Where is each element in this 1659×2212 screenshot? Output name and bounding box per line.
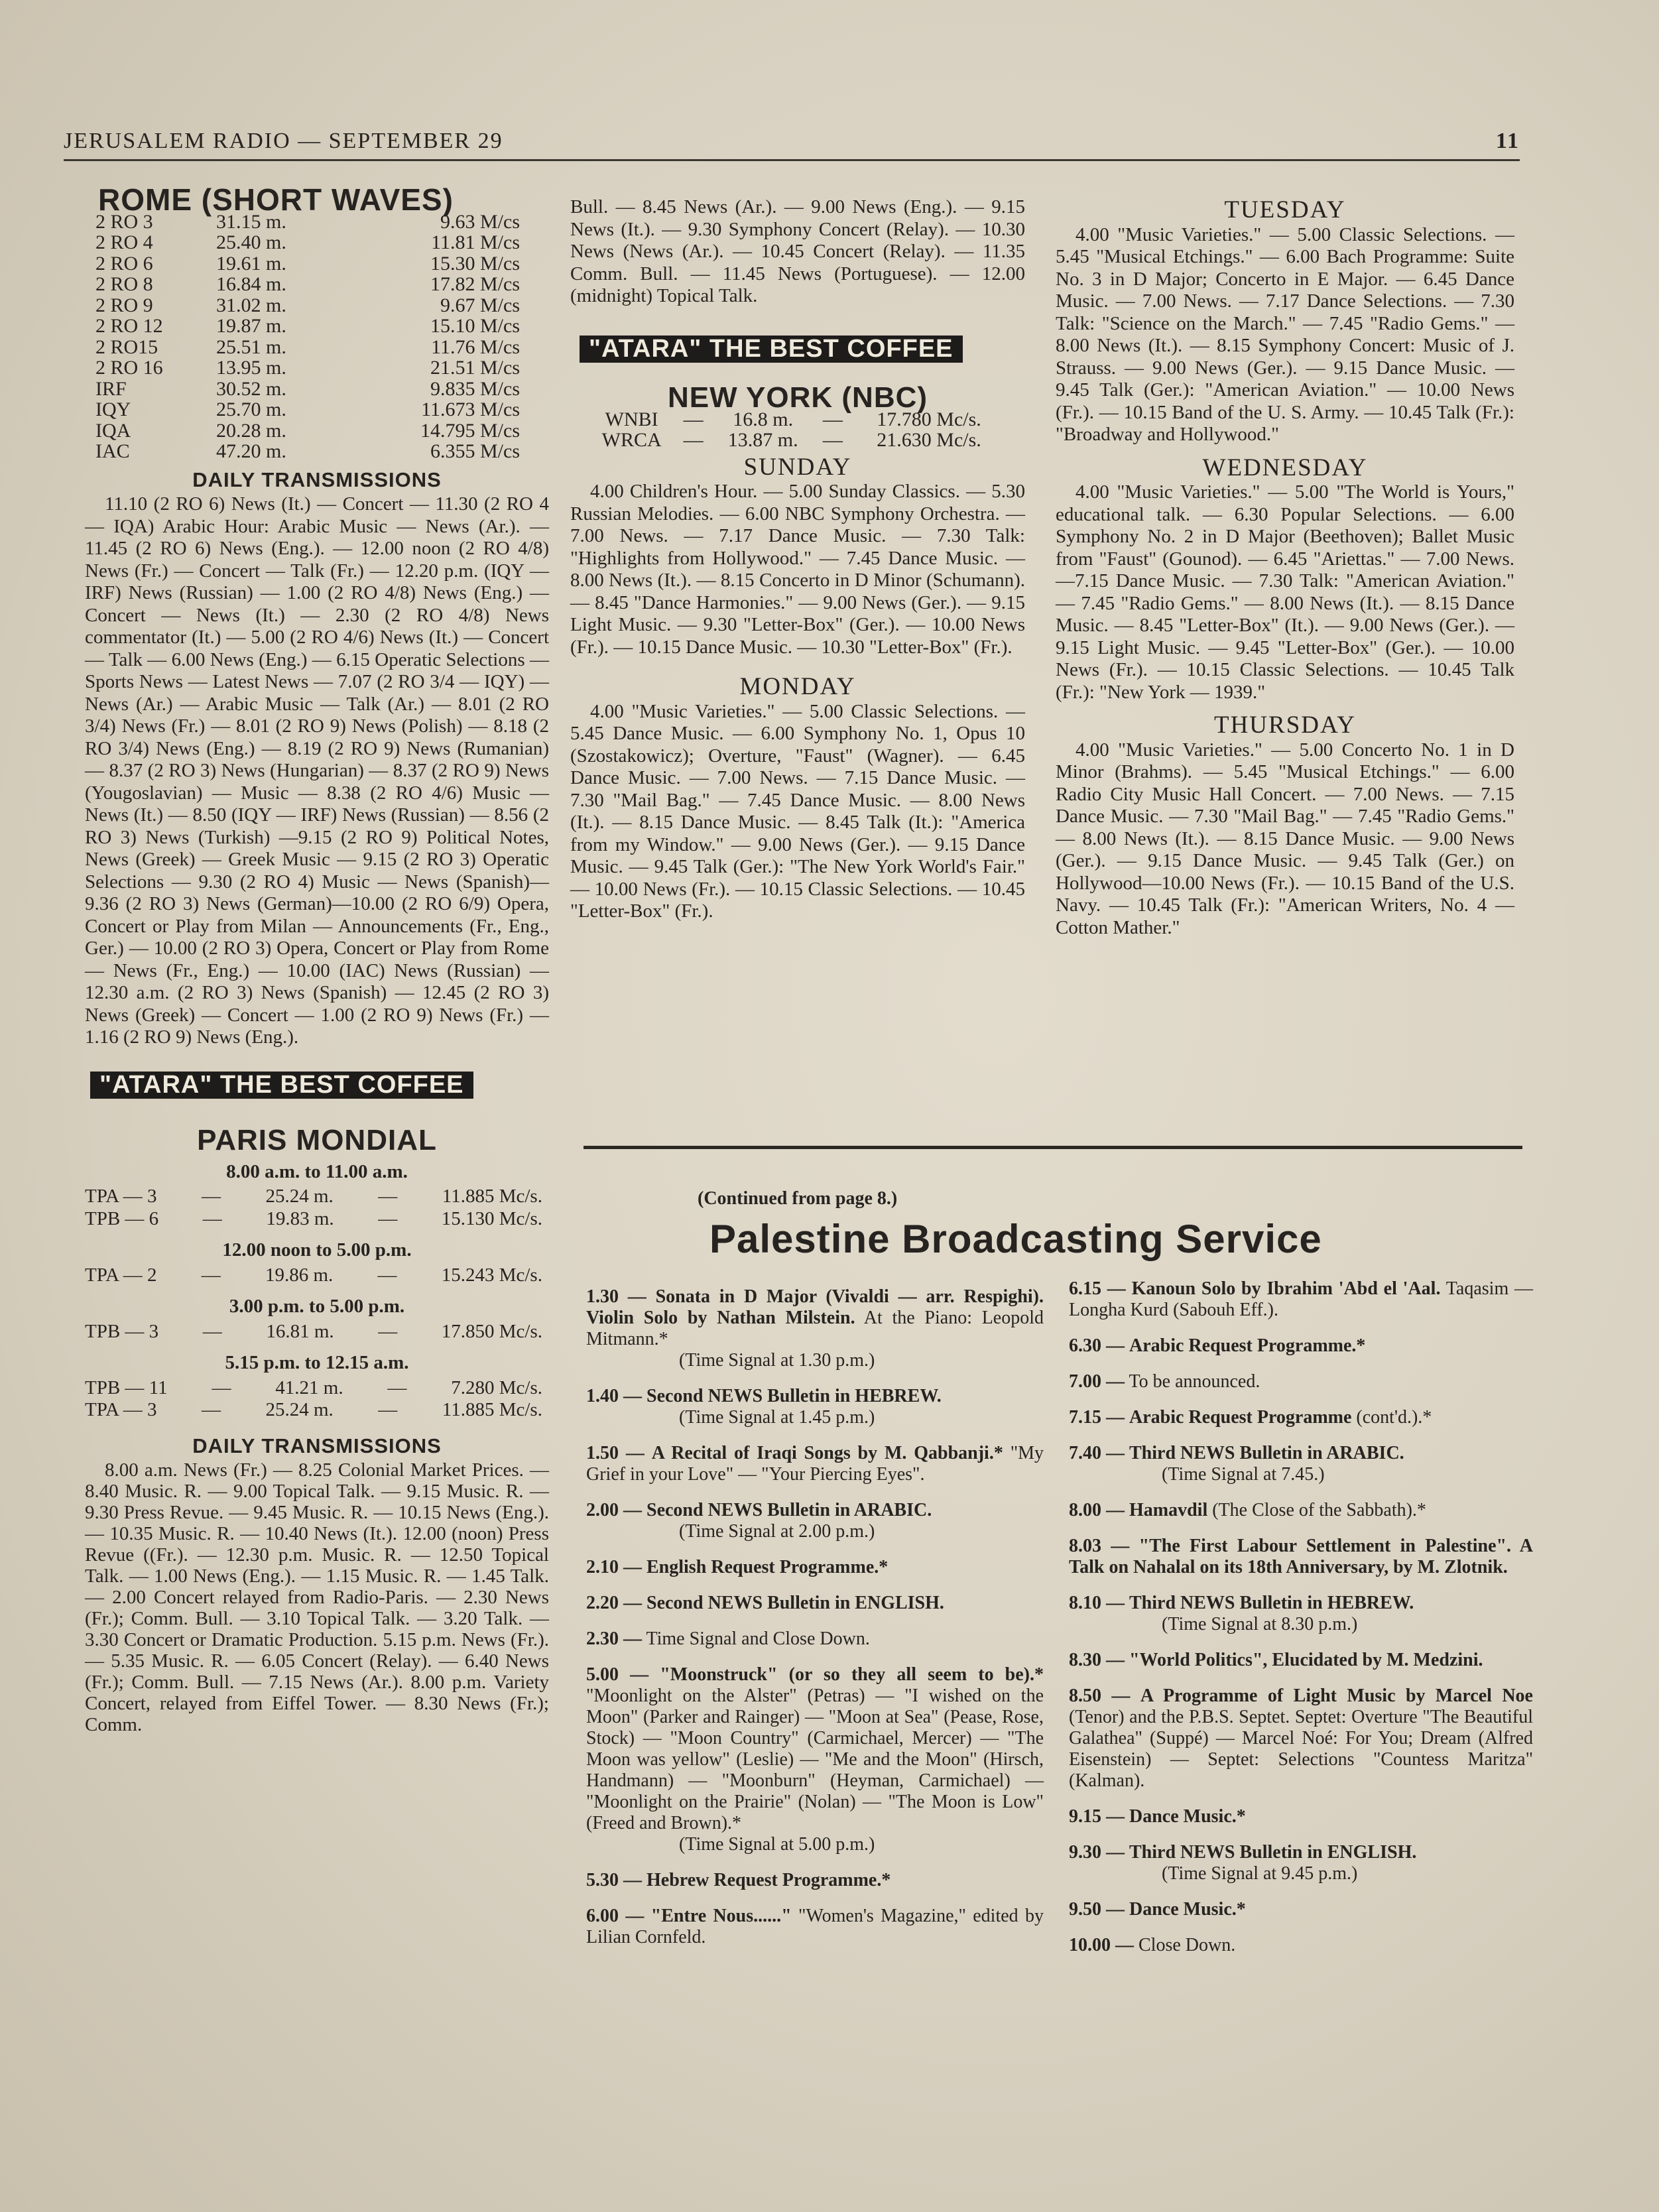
programme-time: 5.00 —	[586, 1664, 649, 1685]
station-call-sign: TPA — 3	[85, 1186, 157, 1207]
programme-detail: "Women's Magazine," edited by Lilian Cornfeld.	[586, 1906, 1044, 1947]
programme-title: Dance Music.*	[1129, 1899, 1246, 1920]
programme-title: Dance Music.*	[1129, 1806, 1246, 1827]
programme-entry	[586, 1906, 1044, 1948]
station-wavelength: 25.70 m.	[216, 399, 286, 420]
programme-time: 1.40 —	[586, 1386, 642, 1406]
programme-entry	[1069, 1842, 1533, 1884]
programme-time: 8.30 —	[1069, 1650, 1125, 1670]
wednesday-text: 4.00 "Music Varieties." — 5.00 "The World is Yours," educational talk. — 6.30 Popular Selections. — 6.00 Symphony No. 2 in D Major (Beethoven); Ballet Music from "Faust" (Gounod). — 6.45 "Ariettas." — 7.00 News. —7.15 Dance Music. — 7.30 Talk: "American Aviation." — 7.45 "Radio Gems." — 8.00 News (It.). — 8.15 Dance Music. — 8.45 "Letter-Box" (It.). — 9.00 News (Ger.). — 9.15 Light Music. — 9.45 "Letter-Box" (Ger.). — 10.00 News (Fr.). — 10.15 Classic Selections. — 10.45 Talk (Fr.): "New York — 1939."	[1056, 481, 1514, 703]
dash-separator: —	[683, 408, 704, 430]
dash-separator: —	[378, 1207, 398, 1229]
programme-time: 1.50 —	[586, 1443, 645, 1463]
station-wavelength: 25.40 m.	[216, 231, 286, 253]
station-wavelength: 13.95 m.	[216, 357, 286, 379]
monday-title: MONDAY	[739, 673, 856, 700]
station-wavelength: 30.52 m.	[216, 377, 286, 400]
programme-title: Sonata in D Major (Vivaldi — arr. Respighi). Violin Solo by Nathan Milstein.	[586, 1286, 1044, 1328]
dash-separator: —	[202, 1207, 222, 1229]
station-frequency: 9.835 M/cs	[430, 377, 520, 400]
station-frequency: 14.795 M/cs	[420, 419, 520, 442]
station-frequency: 9.67 M/cs	[440, 294, 520, 316]
station-frequency: 15.10 M/cs	[430, 315, 520, 337]
pbs-right-column	[1069, 1278, 1533, 1971]
paris-station-row	[85, 1399, 542, 1422]
paris-station-row	[85, 1186, 542, 1208]
rome-station-row	[95, 253, 520, 275]
paris-time-window: 3.00 p.m. to 5.00 p.m.	[229, 1296, 405, 1317]
programme-title: Second NEWS Bulletin in HEBREW.	[646, 1386, 942, 1406]
programme-time: 2.00 —	[586, 1500, 642, 1520]
programme-detail: Time Signal and Close Down.	[646, 1628, 870, 1649]
time-signal-note: (Time Signal at 7.45.)	[1162, 1464, 1325, 1485]
rome-daily-title: DAILY TRANSMISSIONS	[192, 467, 442, 491]
programme-time: 7.00 —	[1069, 1371, 1125, 1392]
programme-title: Arabic Request Programme.*	[1129, 1335, 1366, 1356]
station-frequency: 17.780 Mc/s.	[877, 408, 981, 430]
station-frequency: 15.243 Mc/s.	[441, 1264, 542, 1286]
sunday-title: SUNDAY	[743, 453, 852, 481]
programme-entry	[586, 1628, 1044, 1650]
tuesday-title: TUESDAY	[1224, 196, 1346, 223]
station-wavelength: 16.84 m.	[216, 273, 286, 295]
dash-separator: —	[378, 1320, 398, 1342]
station-wavelength: 16.81 m.	[266, 1320, 334, 1342]
programme-entry	[1069, 1371, 1533, 1392]
station-wavelength: 19.87 m.	[216, 315, 286, 337]
rome-title: ROME (SHORT WAVES)	[98, 182, 454, 217]
programme-entry	[1069, 1650, 1533, 1671]
monday-text: 4.00 "Music Varieties." — 5.00 Classic Selections. — 5.45 Dance Music. — 6.00 Symphony No. 1, Opus 10 (Szostakowicz); Overture, "Faust" (Wagner). — 6.45 Dance Music. — 7.00 News. — 7.15 Dance Music. — 7.30 "Mail Bag." — 7.45 Dance Music. — 8.00 News (It.). — 8.15 Dance Music. — 8.45 Talk (It.): "America from my Window." — 9.00 News (Ger.). — 9.15 Dance Music. — 9.45 Talk (Ger.): "The New York World's Fair." — 10.00 News (Fr.). — 10.15 Classic Selections. — 10.45 "Letter-Box" (Fr.).	[570, 700, 1025, 922]
programme-title: Hebrew Request Programme.*	[646, 1870, 891, 1890]
pbs-continued-note: (Continued from page 8.)	[698, 1188, 898, 1209]
rome-station-row	[95, 337, 520, 358]
station-frequency: 11.673 M/cs	[421, 399, 520, 420]
station-wavelength: 16.8 m.	[733, 408, 794, 430]
programme-time: 8.00 —	[1069, 1500, 1125, 1520]
station-call-sign: 2 RO 6	[95, 252, 153, 275]
station-frequency: 7.280 Mc/s.	[451, 1377, 542, 1398]
dash-separator: —	[683, 429, 704, 451]
paris-schedule	[85, 1161, 549, 1422]
paris-title: PARIS MONDIAL	[197, 1124, 437, 1156]
programme-title: "The First Labour Settlement in Palestine". A Talk on Nahalal on its 18th Anniversary, by M. Zlotnik.	[1069, 1536, 1533, 1577]
station-call-sign: TPB — 6	[85, 1207, 159, 1229]
time-signal-note: (Time Signal at 8.30 p.m.)	[1162, 1614, 1358, 1634]
wednesday-title: WEDNESDAY	[1202, 454, 1368, 481]
programme-time: 6.15 —	[1069, 1278, 1126, 1299]
programme-entry	[586, 1557, 1044, 1578]
right-column	[1056, 194, 1514, 939]
programme-entry	[1069, 1278, 1533, 1321]
programme-time: 8.50 —	[1069, 1686, 1131, 1706]
atara-ad-left: "ATARA" THE BEST COFFEE	[90, 1072, 473, 1099]
station-call-sign: TPB — 3	[85, 1320, 159, 1342]
programme-title: Kanoun Solo by Ibrahim 'Abd el 'Aal.	[1131, 1278, 1441, 1299]
programme-time: 5.30 —	[586, 1870, 642, 1890]
paris-station-row	[85, 1377, 542, 1400]
programme-title: Second NEWS Bulletin in ARABIC.	[646, 1500, 932, 1520]
station-call-sign: WNBI	[605, 408, 658, 430]
station-wavelength: 13.87 m.	[727, 429, 798, 451]
station-call-sign: 2 RO 3	[95, 210, 153, 233]
paris-daily-text: 8.00 a.m. News (Fr.) — 8.25 Colonial Market Prices. — 8.40 Music. R. — 9.00 Topical Talk. — 9.15 Music. R. — 9.30 Press Revue. — 9.45 Music. R. — 10.15 News (Eng.). — 10.35 Music. R. — 10.40 News (It.). 12.00 (noon) Press Revue ((Fr.). — 12.30 p.m. Music. R. — 12.50 Topical Talk. — 1.00 News (Eng.). — 1.15 Music. R. — 1.45 Talk. — 2.00 Concert relayed from Radio-Paris. — 2.30 News (Fr.); Comm. Bull. — 3.10 Topical Talk. — 3.20 Talk. — 3.30 Concert or Dramatic Production. 5.15 p.m. News (Fr.). — 5.35 Music. R. — 6.05 Concert (Relay). — 6.40 News (Fr.); Comm. Bull. — 7.15 News (Ar.). 8.00 p.m. Variety Concert, relayed from Eiffel Tower. — 8.30 News (Fr.); Comm.	[85, 1459, 549, 1735]
time-signal-note: (Time Signal at 5.00 p.m.)	[679, 1834, 875, 1855]
rome-station-row	[95, 420, 520, 442]
station-wavelength: 25.51 m.	[216, 336, 286, 358]
programme-time: 2.10 —	[586, 1557, 642, 1577]
station-call-sign: TPA — 3	[85, 1399, 157, 1420]
pbs-left-column	[586, 1286, 1044, 1963]
page-header	[64, 126, 1520, 161]
programme-time: 8.03 —	[1069, 1536, 1130, 1556]
dash-separator: —	[201, 1264, 221, 1286]
programme-entry	[1069, 1443, 1533, 1485]
programme-entry	[1069, 1407, 1533, 1428]
station-frequency: 11.885 Mc/s.	[442, 1399, 542, 1420]
programme-time: 7.40 —	[1069, 1443, 1125, 1463]
rome-station-row	[95, 379, 520, 400]
left-column	[85, 182, 549, 1735]
dash-separator: —	[378, 1186, 398, 1207]
programme-detail: Close Down.	[1138, 1935, 1236, 1955]
programme-title: English Request Programme.*	[646, 1557, 889, 1577]
programme-title: Third NEWS Bulletin in ENGLISH.	[1129, 1842, 1417, 1863]
station-frequency: 17.850 Mc/s.	[441, 1320, 542, 1342]
programme-time: 2.20 —	[586, 1593, 642, 1613]
programme-time: 9.15 —	[1069, 1806, 1125, 1827]
programme-detail: Taqasim — Longha Kurd (Sabouh Eff.).	[1069, 1278, 1534, 1320]
station-call-sign: IAC	[95, 440, 130, 462]
paris-station-row	[85, 1264, 542, 1287]
programme-title: Arabic Request Programme	[1129, 1407, 1352, 1428]
programme-entry	[1069, 1593, 1533, 1635]
time-signal-note: (Time Signal at 2.00 p.m.)	[679, 1521, 875, 1542]
thursday-title: THURSDAY	[1213, 711, 1357, 739]
dash-separator: —	[202, 1399, 221, 1420]
station-frequency: 17.82 M/cs	[430, 273, 520, 295]
programme-time: 9.50 —	[1069, 1899, 1125, 1920]
rome-station-row	[95, 441, 520, 462]
station-call-sign: 2 RO 8	[95, 273, 153, 295]
station-call-sign: IQA	[95, 419, 131, 442]
station-frequency: 15.30 M/cs	[430, 252, 520, 275]
rome-station-row	[95, 295, 520, 316]
programme-entry	[1069, 1536, 1533, 1578]
page-number: 11	[1495, 129, 1520, 153]
middle-column	[570, 196, 1025, 923]
rome-station-row	[95, 357, 520, 379]
station-wavelength: 31.15 m.	[216, 210, 286, 233]
programme-detail: "Moonlight on the Alster" (Petras) — "I wished on the Moon" (Parker and Rainger) — "Moon at Sea" (Pease, Rose, Stock) — "Moon Country" (Carmichael, Mercer) — "The Moon was yellow" (Leslie) — "Me and the Moon" (Hirsch, Handmann) — "Moonburn" (Heyman, Carmichael) — "Moonlight on the Prairie" (Nolan) — "The Moon is Low" (Freed and Brown).*	[586, 1686, 1044, 1833]
station-frequency: 11.81 M/cs	[431, 231, 520, 253]
station-call-sign: TPB — 11	[85, 1377, 168, 1398]
station-frequency: 15.130 Mc/s.	[441, 1207, 542, 1229]
programme-detail: At the Piano: Leopold Mitmann.*	[586, 1308, 1044, 1349]
dash-separator: —	[212, 1377, 231, 1398]
station-wavelength: 19.86 m.	[265, 1264, 334, 1286]
programme-time: 1.30 —	[586, 1286, 646, 1307]
dash-separator: —	[378, 1399, 398, 1420]
section-divider	[584, 1146, 1522, 1149]
atara-ad-middle: "ATARA" THE BEST COFFEE	[580, 336, 963, 363]
programme-time: 8.10 —	[1069, 1593, 1125, 1613]
station-call-sign: 2 RO15	[95, 336, 158, 358]
time-signal-note: (Time Signal at 1.45 p.m.)	[679, 1407, 875, 1428]
time-signal-note: (Time Signal at 9.45 p.m.)	[1162, 1863, 1358, 1884]
station-call-sign: 2 RO 12	[95, 315, 163, 337]
dash-separator: —	[822, 429, 843, 451]
programme-time: 10.00 —	[1069, 1935, 1134, 1955]
programme-title: "World Politics", Elucidated by M. Medzini.	[1129, 1650, 1483, 1670]
rome-station-row	[95, 316, 520, 337]
paris-station-row	[85, 1321, 542, 1343]
station-call-sign: WRCA	[601, 429, 662, 451]
programme-detail: "My Grief in your Love" — "Your Piercing Eyes".	[586, 1443, 1044, 1485]
paris-time-window: 12.00 noon to 5.00 p.m.	[222, 1239, 412, 1260]
station-wavelength: 41.21 m.	[275, 1377, 343, 1398]
tuesday-text: 4.00 "Music Varieties." — 5.00 Classic Selections. — 5.45 "Musical Etchings." — 6.00 Bach Programme: Suite No. 3 in D Major; Concerto in E Major. — 6.45 Dance Music. — 7.00 News. — 7.17 Dance Selections. — 7.30 Talk: "Science on the March." — 7.45 "Radio Gems." — 8.00 News (It.). — 8.15 Symphony Concert: Music of J. Strauss. — 9.00 News (Ger.). — 9.15 Dance Music. — 9.45 Talk (Ger.): "American Aviation." — 10.00 News (Fr.). — 10.15 Band of the U. S. Army. — 10.45 Talk (Fr.): "Broadway and Hollywood."	[1056, 223, 1514, 445]
programme-entry	[1069, 1899, 1533, 1920]
programme-detail: (cont'd.).*	[1356, 1407, 1432, 1428]
programme-time: 6.00 —	[586, 1906, 645, 1926]
rome-frequency-table	[95, 212, 520, 462]
time-signal-note: (Time Signal at 1.30 p.m.)	[679, 1350, 875, 1371]
programme-entry	[586, 1593, 1044, 1614]
station-call-sign: 2 RO 9	[95, 294, 153, 316]
paris-time-window: 5.15 p.m. to 12.15 a.m.	[225, 1352, 409, 1373]
station-frequency: 11.885 Mc/s.	[442, 1186, 542, 1207]
paris-time-window: 8.00 a.m. to 11.00 a.m.	[226, 1160, 408, 1182]
station-call-sign: 2 RO 16	[95, 357, 163, 379]
programme-title: A Recital of Iraqi Songs by M. Qabbanji.*	[651, 1443, 1003, 1463]
thursday-text: 4.00 "Music Varieties." — 5.00 Concerto No. 1 in D Minor (Brahms). — 5.45 "Musical Etchings." — 6.00 Radio City Music Hall Concert. — 7.00 News. — 7.15 Dance Music. — 7.30 "Mail Bag." — 7.45 "Radio Gems." — 8.00 News (It.). — 8.15 Dance Music. — 9.00 News (Ger.). — 9.15 Dance Music. — 9.45 Talk (Ger.) on Hollywood—10.00 News (Fr.). — 10.15 Band of the U.S. Navy. — 10.45 Talk (Fr.): "American Writers, No. 4 — Cotton Mather."	[1056, 739, 1514, 938]
station-wavelength: 31.02 m.	[216, 294, 286, 316]
dash-separator: —	[202, 1320, 222, 1342]
new-york-frequency-table	[585, 409, 1010, 451]
new-york-title: NEW YORK (NBC)	[667, 381, 928, 414]
programme-entry	[586, 1286, 1044, 1371]
sunday-text: 4.00 Children's Hour. — 5.00 Sunday Classics. — 5.30 Russian Melodies. — 6.00 NBC Symphony Orchestra. — 7.00 News. — 7.17 Dance Music. — 7.30 Talk: "Highlights from Hollywood." — 7.45 Dance Music. — 8.00 News (It.). — 8.15 Concerto in D Minor (Schumann). — 8.45 "Dance Harmonies." — 9.00 News (Ger.). — 9.15 Light Music. — 9.30 "Letter-Box" (Ger.). — 10.00 News (Fr.). — 10.15 Dance Music. — 10.30 "Letter-Box" (Fr.).	[570, 481, 1025, 658]
station-call-sign: TPA — 2	[85, 1264, 157, 1286]
dash-separator: —	[202, 1186, 221, 1207]
rome-continued-text: Bull. — 8.45 News (Ar.). — 9.00 News (Eng.). — 9.15 News (It.). — 9.30 Symphony Concert (Relay). — 10.30 News (News (Ar.). — 10.45 Concert (Relay). — 11.35 Comm. Bull. — 11.45 News (Portuguese). — 12.00 (midnight) Topical Talk.	[570, 196, 1025, 306]
station-frequency: 9.63 M/cs	[440, 210, 520, 233]
programme-title: Hamavdil	[1129, 1500, 1208, 1520]
programme-time: 7.15 —	[1069, 1407, 1125, 1428]
station-frequency: 21.630 Mc/s.	[877, 429, 981, 451]
programme-time: 2.30 —	[586, 1628, 642, 1649]
programme-entry	[1069, 1806, 1533, 1827]
station-frequency: 21.51 M/cs	[430, 357, 520, 379]
paris-station-row	[85, 1208, 542, 1231]
programme-title: A Programme of Light Music by Marcel Noe	[1140, 1686, 1533, 1706]
programme-title: "Moonstruck" (or so they all seem to be).*	[660, 1664, 1044, 1685]
programme-title: Third NEWS Bulletin in HEBREW.	[1129, 1593, 1414, 1613]
station-wavelength: 19.83 m.	[266, 1207, 334, 1229]
programme-time: 9.30 —	[1069, 1842, 1125, 1863]
station-call-sign: IQY	[95, 399, 131, 420]
programme-title: Second NEWS Bulletin in ENGLISH.	[646, 1593, 944, 1613]
station-wavelength: 47.20 m.	[216, 440, 286, 462]
programme-detail: To be announced.	[1129, 1371, 1260, 1392]
rome-station-row	[95, 399, 520, 420]
station-call-sign: 2 RO 4	[95, 231, 153, 253]
rome-station-row	[95, 274, 520, 295]
programme-entry	[1069, 1335, 1533, 1357]
dash-separator: —	[822, 408, 843, 430]
programme-entry	[1069, 1935, 1533, 1956]
programme-detail: (The Close of the Sabbath).*	[1212, 1500, 1426, 1520]
rome-daily-text: 11.10 (2 RO 6) News (It.) — Concert — 11.30 (2 RO 4 — IQA) Arabic Hour: Arabic Music — News (Ar.). — 11.45 (2 RO 6) News (Eng.). — 12.00 noon (2 RO 4/8) News (Fr.) — Concert — Talk (Fr.) — 12.20 p.m. (IQY — IRF) News (Russian) — 1.00 (2 RO 4/8) News (Eng.) — Concert — News (It.) — 2.30 (2 RO 4/8) News commentator (It.) — 5.00 (2 RO 4/6) News (It.) — Concert — Talk — 6.00 News (Eng.) — 6.15 Operatic Selections — Sports News — Latest News — 7.07 (2 RO 3/4 — IQY) — News (Ar.) — Arabic Music — Talk (Ar.) — 8.01 (2 RO 3/4) News (Fr.) — 8.01 (2 RO 9) News (Polish) — 8.18 (2 RO 3/4) News (Eng.) — 8.19 (2 RO 9) News (Rumanian) — 8.37 (2 RO 3) News (Hungarian) — 8.37 (2 RO 9) News (Yougoslavian) — Music — 8.38 (2 RO 4/6) Music — News (It.) — 8.50 (IQY — IRF) News (Russian) — 8.56 (2 RO 3) News (Turkish) —9.15 (2 RO 9) Political Notes, News (Greek) — Greek Music — 9.15 (2 RO 3) Operatic Selections — 9.30 (2 RO 4) Music — News (Spanish)—9.36 (2 RO 3) News (German)—10.00 (2 RO 6/9) Opera, Concert or Play from Milan — Announcements (Fr., Eng., Ger.) — 10.00 (2 RO 3) Opera, Concert or Play from Rome — News (Fr., Eng.) — 10.00 (IAC) News (Russian) — 12.30 a.m. (2 RO 3) News (Spanish) — 12.45 (2 RO 3) News (Greek) — Concert — 1.00 (2 RO 9) News (Fr.) — 1.16 (2 RO 9) News (Eng.).	[85, 493, 549, 1048]
programme-entry	[586, 1500, 1044, 1542]
programme-detail: (Tenor) and the P.B.S. Septet. Septet: Overture "The Beautiful Galathea" (Suppé) — Marcel Noé: For You; Dream (Alfred Eisenstein) — Septet: Selections "Countess Maritza" (Kalman).	[1069, 1707, 1533, 1791]
programme-entry	[1069, 1686, 1533, 1792]
station-wavelength: 25.24 m.	[265, 1399, 334, 1420]
programme-entry	[586, 1443, 1044, 1485]
ny-station-row	[585, 430, 1010, 451]
dash-separator: —	[387, 1377, 407, 1398]
station-wavelength: 19.61 m.	[216, 252, 286, 275]
station-call-sign: IRF	[95, 377, 127, 400]
station-wavelength: 20.28 m.	[216, 419, 286, 442]
programme-title: "Entre Nous......"	[650, 1906, 792, 1926]
programme-title: Third NEWS Bulletin in ARABIC.	[1129, 1443, 1404, 1463]
station-frequency: 11.76 M/cs	[431, 336, 520, 358]
station-frequency: 6.355 M/cs	[430, 440, 520, 462]
programme-entry	[586, 1664, 1044, 1855]
programme-entry	[586, 1870, 1044, 1891]
programme-entry	[1069, 1500, 1533, 1521]
dash-separator: —	[377, 1264, 397, 1286]
programme-time: 6.30 —	[1069, 1335, 1125, 1356]
rome-station-row	[95, 232, 520, 253]
header-title: JERUSALEM RADIO — SEPTEMBER 29	[64, 129, 503, 153]
paris-daily-title: DAILY TRANSMISSIONS	[192, 1434, 442, 1457]
station-wavelength: 25.24 m.	[265, 1186, 334, 1207]
pbs-title: Palestine Broadcasting Service	[709, 1217, 1322, 1261]
programme-entry	[586, 1386, 1044, 1428]
